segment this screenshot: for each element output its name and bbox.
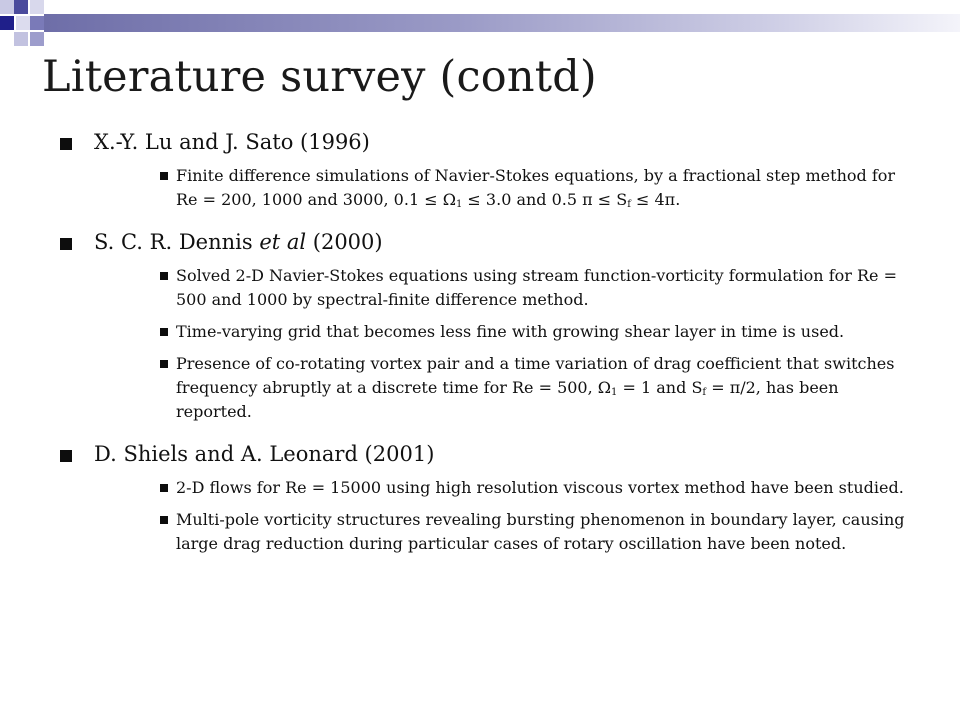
square-bullet-icon [60, 450, 72, 462]
reference-heading-text: (2000) [306, 230, 383, 254]
reference-point [160, 264, 911, 312]
reference-point [160, 320, 911, 344]
point-text: Solved 2-D Navier-Stokes equations using stream function-vorticity formulation for Re = 500 and 1000 by spectral-finite difference method. [176, 266, 897, 309]
reference-point [160, 476, 911, 500]
point-text: 2-D flows for Re = 15000 using high resolution viscous vortex method have been studied. [176, 478, 904, 497]
square-bullet-icon [160, 484, 168, 492]
slide-title: Literature survey (contd) [42, 52, 597, 102]
reference-heading-text: X.-Y. Lu and J. Sato (1996) [94, 130, 370, 154]
point-text: ≤ 4π. [630, 190, 681, 209]
deco-square [30, 32, 44, 46]
header-gradient-bar [44, 14, 960, 32]
subscript: f [702, 387, 707, 398]
deco-square [0, 0, 14, 14]
reference-heading [60, 228, 910, 256]
point-text: Presence of co-rotating vortex pair and a time variation of drag coefficient that switches frequency abruptly at a discrete time for Re = 500, Ω [176, 354, 895, 397]
reference-point [160, 508, 911, 556]
deco-square [30, 0, 44, 14]
square-bullet-icon [160, 172, 168, 180]
point-text: Multi-pole vorticity structures revealing bursting phenomenon in boundary layer, causing large drag reduction during particular cases of rotary oscillation have been noted. [176, 510, 905, 553]
deco-square [16, 16, 30, 30]
reference-point [160, 164, 911, 212]
square-bullet-icon [160, 272, 168, 280]
deco-square [14, 0, 28, 14]
square-bullet-icon [60, 138, 72, 150]
square-bullet-icon [160, 516, 168, 524]
deco-square [14, 32, 28, 46]
square-bullet-icon [60, 238, 72, 250]
point-text: Finite difference simulations of Navier-Stokes equations, by a fractional step method for Re = 200, 1000 and 3000, 0.1 ≤ Ω [176, 166, 896, 209]
point-text: = 1 and S [617, 378, 703, 397]
point-text: Time-varying grid that becomes less fine with growing shear layer in time is used. [176, 322, 845, 341]
reference-heading-text: D. Shiels and A. Leonard (2001) [94, 442, 435, 466]
square-bullet-icon [160, 328, 168, 336]
subscript: f [627, 199, 631, 210]
deco-square [0, 16, 14, 30]
reference-heading [60, 440, 910, 468]
reference-heading [60, 128, 910, 156]
point-text: ≤ 3.0 and 0.5 π ≤ S [462, 190, 628, 209]
point-text: = π/2, has been reported. [176, 378, 839, 421]
reference-heading-italic: et al [259, 230, 307, 254]
reference-point [160, 352, 911, 424]
slide-content [60, 128, 910, 556]
reference-heading-text: S. C. R. Dennis [94, 230, 260, 254]
subscript: 1 [455, 199, 463, 210]
square-bullet-icon [160, 360, 168, 368]
subscript: 1 [611, 387, 618, 398]
deco-square [30, 16, 44, 30]
